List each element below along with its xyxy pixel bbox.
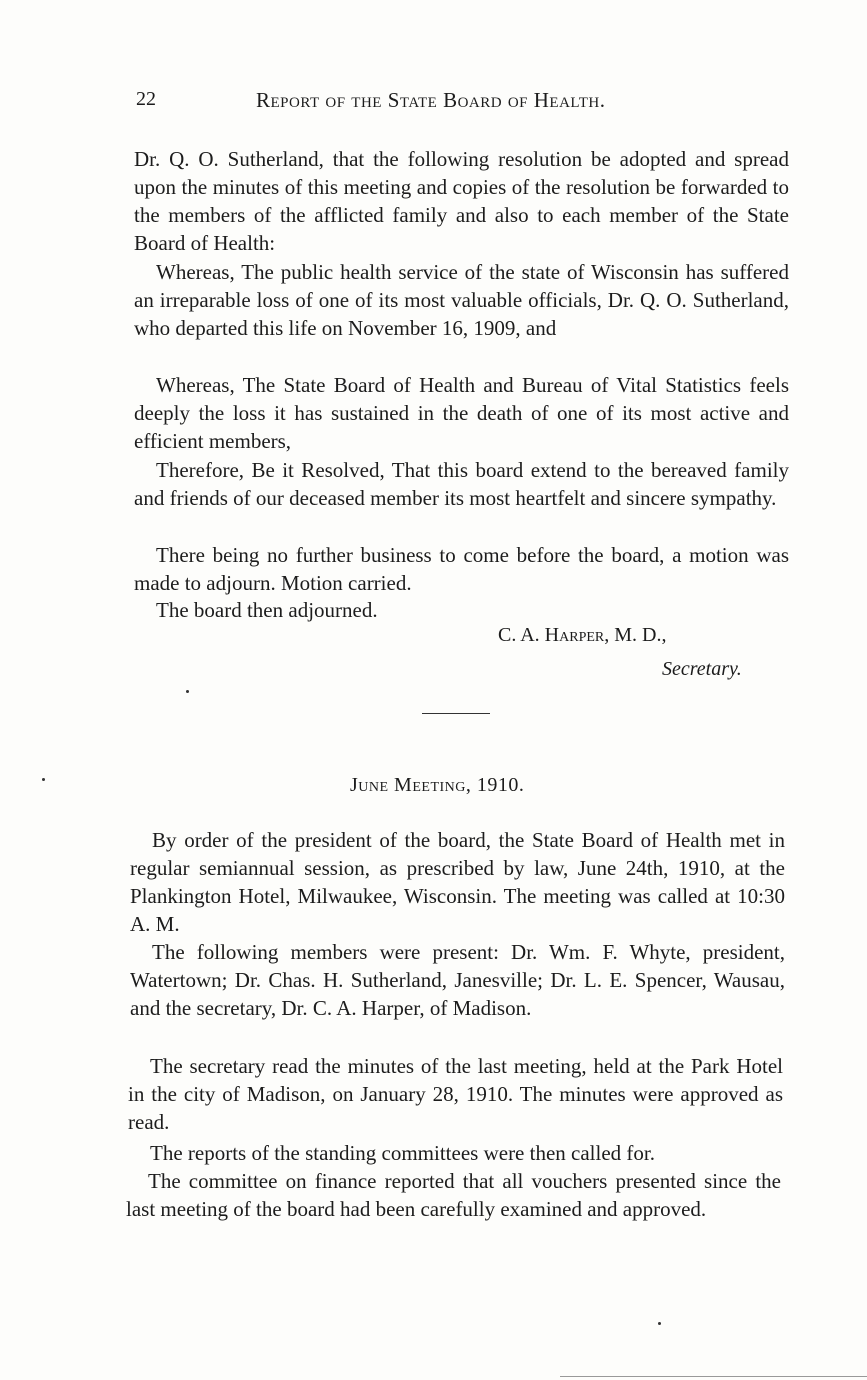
ink-speck [658, 1322, 661, 1325]
paragraph-finance-committee: The committee on finance reported that all vouchers presented since the last meeting of the board had been carefully examined and approved. [126, 1169, 781, 1221]
paragraph-resolution-intro: Dr. Q. O. Sutherland, that the following resolution be adopted and spread upon the minutes of this meeting and copies of the resolution be forwarded to the members of the afflicted family and also to each member of the State Board of Health: [134, 147, 789, 255]
paragraph-members-present: The following members were present: Dr. Wm. F. Whyte, president, Watertown; Dr. Chas. H. Sutherland, Janesville; Dr. L. E. Spencer, Wausau, and the secretary, Dr. C. A. Harper, of Madison. [130, 940, 785, 1020]
paragraph-meeting-order: By order of the president of the board, the State Board of Health met in regular semiannual session, as prescribed by law, June 24th, 1910, at the Plankington Hotel, Milwaukee, Wisconsin. The meeting was called at 10:30 A. M. [130, 828, 785, 936]
paragraph-standing-committees: The reports of the standing committees were then called for. [150, 1141, 655, 1165]
running-title: Report of the State Board of Health. [256, 88, 606, 112]
paragraph-adjourn-motion: There being no further business to come before the board, a motion was made to adjourn. Motion carried. [134, 543, 789, 595]
ink-speck [42, 778, 45, 781]
signature-name: C. A. Harper, M. D., [498, 624, 667, 646]
section-divider [422, 713, 490, 714]
paragraph-minutes-read: The secretary read the minutes of the last meeting, held at the Park Hotel in the city of Madison, on January 28, 1910. The minutes were approved as read. [128, 1054, 783, 1134]
section-title: June Meeting, 1910. [350, 774, 525, 796]
signature-title: Secretary. [662, 658, 742, 680]
paragraph-whereas-1: Whereas, The public health service of the state of Wisconsin has suffered an irreparable loss of one of its most valuable officials, Dr. Q. O. Sutherland, who departed this life on November 16, 1909, and [134, 260, 789, 340]
paragraph-resolved: Therefore, Be it Resolved, That this board extend to the bereaved family and friends of our deceased member its most heartfelt and sincere sympathy. [134, 458, 789, 510]
scan-edge-line [560, 1376, 867, 1377]
page-number: 22 [136, 88, 156, 110]
ink-speck [186, 690, 189, 693]
paragraph-whereas-2: Whereas, The State Board of Health and Bureau of Vital Statistics feels deeply the loss it has sustained in the death of one of its most active and efficient members, [134, 373, 789, 453]
paragraph-adjourned: The board then adjourned. [156, 598, 378, 622]
